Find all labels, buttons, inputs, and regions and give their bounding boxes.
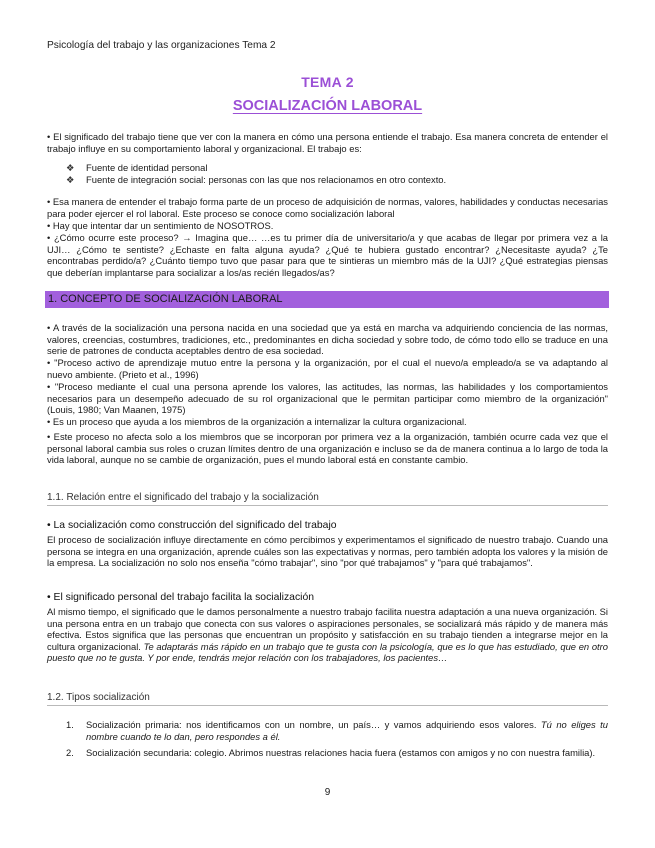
list-item-body: colegio. Abrimos nuestras relaciones hacia fuera (estamos con amigos y no con nuestra familia). — [191, 747, 596, 759]
paragraph-significado-example: Te adaptarás más rápido en un trabajo que te gusta con la psicología, que es lo que has estudiado, que en otro puesto que no te gusta. Y por ende, tendrás mejor relación con los trabajadores, los pacientes… — [47, 640, 608, 664]
intro-lead: • El significado del trabajo tiene que ver con la manera en cómo una persona entiende el trabajo. Esa manera concreta de entender el trabajo influye en su comportamiento laboral y organizacional. El trabajo es: — [47, 131, 608, 154]
list-item-body: nos identificamos con un nombre, un país… y vamos adquiriendo esos valores. — [181, 719, 537, 730]
subsection-heading-tipos: 1.2. Tipos socialización — [47, 692, 608, 706]
section1-paragraph-3: • "Proceso mediante el cual una persona aprende los valores, las actitudes, las normas, las habilidades y los comportamientos necesarios para un desempeño adecuado de su rol organizacional que le permitan participar como miembro de la organización" (Louis, 1980; Van Maanen, 1975) — [47, 381, 608, 416]
list-number: 1. — [66, 719, 74, 730]
paragraph-significado-text: Al mismo tiempo, el significado que le damos personalmente a nuestro trabajo facilita nuestra adaptación a una nueva organización. Si una persona entra en un trabajo que conecta con sus valores o aspiraciones personales, se socializará más rápido y de manera más efectiva. Estos significa que las personas que encuentran un propósito y satisfacción en su trabajo tienden a integrarse mejor en la cultura organizacional. — [47, 606, 608, 652]
diamond-bullet-icon: ❖ — [66, 173, 75, 185]
paragraph-title-significado: • El significado personal del trabajo facilita la socialización — [47, 592, 315, 603]
list-item-text: Fuente de integración social: personas con las que nos relacionamos en otro contexto. — [86, 173, 447, 185]
page-number: 9 — [324, 787, 331, 798]
list-item — [66, 174, 446, 186]
list-item — [66, 719, 608, 742]
list-item-example: Tú no eliges tu nombre cuando te lo dan, pero respondes a él. — [86, 719, 608, 742]
intro-paragraph-3: • ¿Cómo ocurre este proceso? → Imagina que… …es tu primer día de universitario/a y que acabas de llegar por primera vez a la UJI… ¿Cómo te sentiste? ¿Echaste en falta alguna ayuda? ¿Qué te hubiera gustado encontrar? ¿Necesitaste ayuda? ¿Te encontrabas perdido/a? ¿Cuánto tiempo tuvo que pasar para que te sintieras un miembro más de la UJI? ¿Qué estrategias piensas que deberían implantarse para socializar a los/as recién llegados/as? — [47, 232, 608, 278]
intro-paragraph-1: • Esa manera de entender el trabajo forma parte de un proceso de adquisición de normas, valores, habilidades y conductas necesarias para poder ejercer el rol laboral. Este proceso se conoce como socialización laboral — [47, 196, 608, 219]
intro-bullet-list — [66, 162, 446, 185]
list-number: 2. — [66, 747, 74, 759]
chapter-title: SOCIALIZACIÓN LABORAL — [232, 98, 423, 114]
list-item-label: Socialización secundaria: — [86, 747, 192, 759]
running-header: Psicología del trabajo y las organizaciones Tema 2 — [47, 40, 276, 51]
list-item-label: Socialización primaria: — [86, 719, 182, 730]
subsection-heading-relacion: 1.1. Relación entre el significado del trabajo y la socialización — [47, 492, 608, 506]
list-item — [66, 747, 608, 759]
list-item-text: Fuente de identidad personal — [86, 162, 208, 173]
paragraph-title-construccion: • La socialización como construcción del significado del trabajo — [47, 520, 337, 531]
list-item-text — [86, 719, 608, 742]
diamond-bullet-icon: ❖ — [66, 162, 75, 173]
section1-paragraph-1: • A través de la socialización una persona nacida en una sociedad que ya está en marcha va adquiriendo conciencia de las normas, valores, creencias, costumbres, tradiciones, etc., predominantes en dicha sociedad y sobre todo, de cómo todo ello se traduce en una serie de patrones de conducta aceptables dentro de esa sociedad. — [47, 322, 608, 357]
paragraph-significado — [47, 606, 608, 664]
chapter-number: TEMA 2 — [301, 74, 354, 90]
socialization-types-list — [66, 719, 608, 764]
list-item-text — [86, 747, 595, 759]
section-heading-concepto: 1. CONCEPTO DE SOCIALIZACIÓN LABORAL — [45, 291, 609, 308]
section1-paragraph-4: • Es un proceso que ayuda a los miembros de la organización a internalizar la cultura organizacional. — [47, 416, 467, 427]
section1-paragraph-5: • Este proceso no afecta solo a los miembros que se incorporan por primera vez a la organización, también ocurre cada vez que el personal laboral cambia sus roles o cruzan límites dentro de una organización e incluso se da de manera continua a lo largo de toda la vida laboral, aunque no se cambie de organización, pues el mundo laboral está en constante cambio. — [47, 431, 608, 466]
list-item — [66, 162, 446, 174]
intro-paragraph-2: • Hay que intentar dar un sentimiento de NOSOTROS. — [47, 220, 274, 231]
paragraph-construccion: El proceso de socialización influye directamente en cómo percibimos y experimentamos el significado de nuestro trabajo. Cuando una persona se integra en una organización, aprende cuáles son las expectativas y normas, pero también adopta los valores y la misión de la empresa. La socialización no solo nos enseña "cómo trabajar", sino "por qué trabajamos" y "para qué trabajamos". — [47, 534, 608, 569]
section1-paragraph-2: • "Proceso activo de aprendizaje mutuo entre la persona y la organización, por el cual el nuevo/a empleado/a se va adaptando al nuevo ambiente. (Prieto et al., 1996) — [47, 357, 608, 380]
